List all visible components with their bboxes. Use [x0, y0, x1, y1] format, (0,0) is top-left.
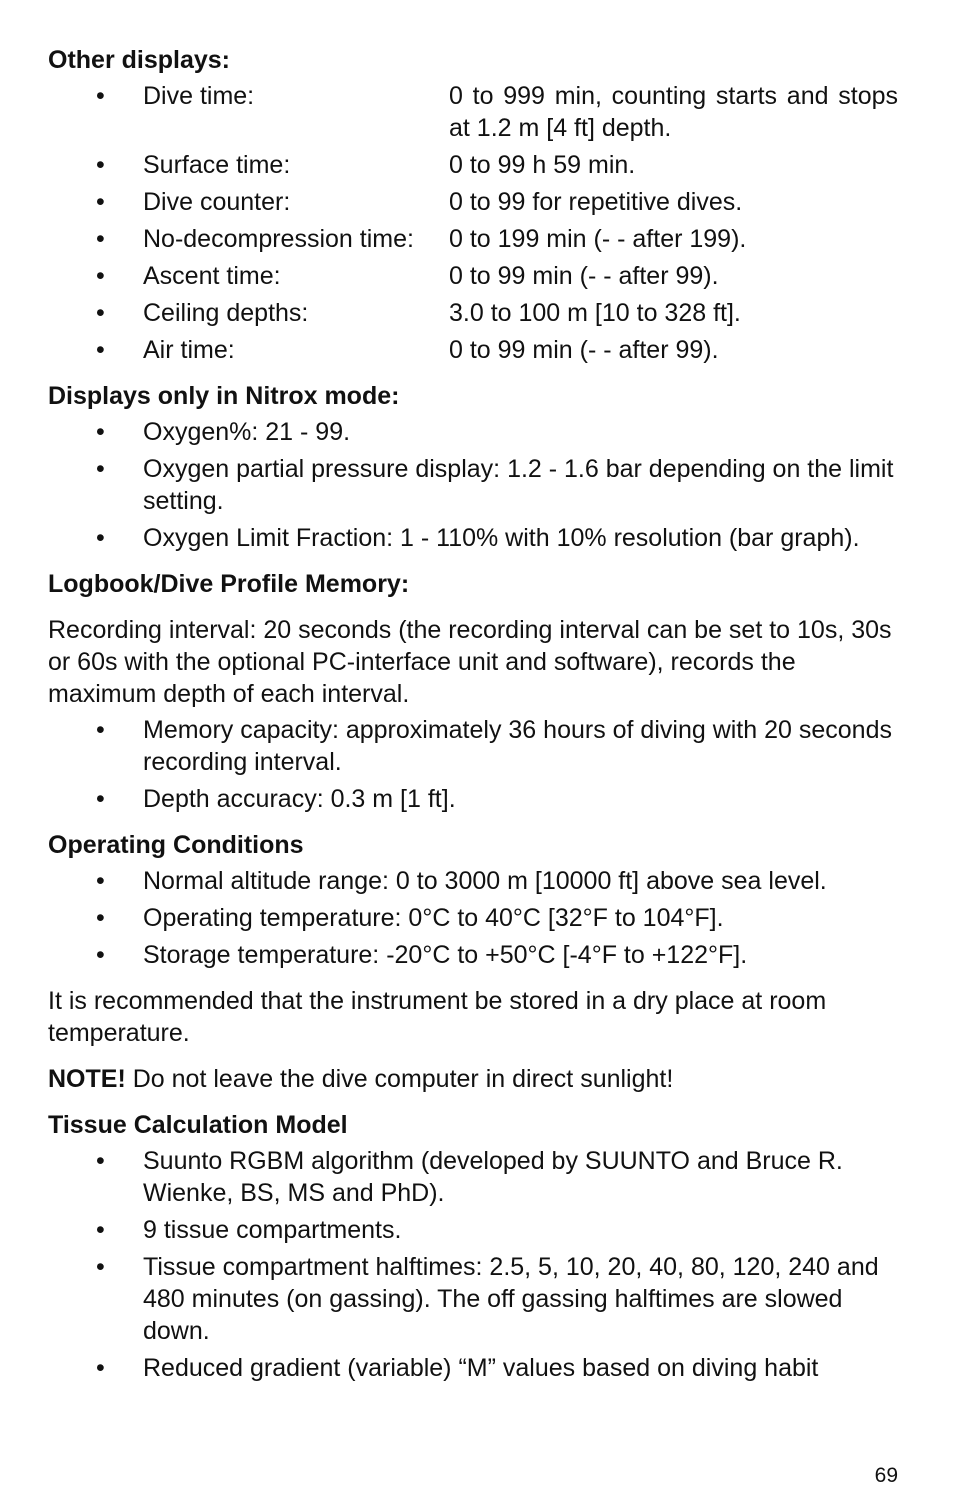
bullet-icon: •	[96, 225, 105, 253]
item-label: Ceiling depths:	[143, 299, 309, 327]
list-item	[48, 1145, 898, 1209]
item-label: No-decompression time:	[143, 225, 414, 253]
note-paragraph	[48, 1063, 898, 1095]
other-displays-list	[48, 80, 898, 366]
item-label: Dive counter:	[143, 188, 291, 216]
item-text: Oxygen%: 21 - 99.	[143, 418, 351, 446]
item-value: 0 to 99 min (- - after 99).	[449, 336, 719, 364]
section-nitrox	[48, 380, 898, 554]
list-item	[48, 186, 898, 218]
operating-list	[48, 865, 898, 971]
section-logbook	[48, 568, 898, 815]
list-item	[48, 939, 898, 971]
list-item	[48, 223, 898, 255]
item-value: 0 to 99 min (- - after 99).	[449, 262, 719, 290]
list-item	[48, 149, 898, 181]
bullet-icon: •	[96, 524, 105, 552]
bullet-icon: •	[96, 418, 105, 446]
bullet-icon: •	[96, 1253, 105, 1281]
bullet-icon: •	[96, 904, 105, 932]
heading-nitrox: Displays only in Nitrox mode:	[48, 382, 400, 410]
heading-tissue-model: Tissue Calculation Model	[48, 1111, 348, 1139]
item-value: 3.0 to 100 m [10 to 328 ft].	[449, 299, 741, 327]
bullet-icon: •	[96, 336, 105, 364]
storage-paragraph: It is recommended that the instrument be stored in a dry place at room temperature.	[48, 987, 827, 1047]
item-label: Dive time:	[143, 82, 255, 110]
bullet-icon: •	[96, 1354, 105, 1382]
item-label: Surface time:	[143, 151, 291, 179]
item-text: 9 tissue compartments.	[143, 1216, 402, 1244]
nitrox-list	[48, 416, 898, 554]
bullet-icon: •	[96, 785, 105, 813]
bullet-icon: •	[96, 455, 105, 483]
document-page	[48, 44, 898, 1398]
note-text: Do not leave the dive computer in direct sunlight!	[125, 1065, 674, 1093]
list-item	[48, 865, 898, 897]
list-item	[48, 1214, 898, 1246]
bullet-icon: •	[96, 262, 105, 290]
bullet-icon: •	[96, 1147, 105, 1175]
logbook-list	[48, 714, 898, 815]
heading-logbook: Logbook/Dive Profile Memory:	[48, 570, 410, 598]
list-item	[48, 522, 898, 554]
item-label: Air time:	[143, 336, 235, 364]
list-item	[48, 80, 898, 144]
item-text: Oxygen Limit Fraction: 1 - 110% with 10% resolution (bar graph).	[143, 524, 860, 552]
list-item	[48, 453, 898, 517]
bullet-icon: •	[96, 299, 105, 327]
item-value: 0 to 199 min (- - after 199).	[449, 225, 747, 253]
item-text: Oxygen partial pressure display: 1.2 - 1.6 bar depending on the limit setting.	[143, 455, 894, 515]
list-item	[48, 416, 898, 448]
page-number: 69	[874, 1464, 898, 1487]
item-text: Depth accuracy: 0.3 m [1 ft].	[143, 785, 456, 813]
bullet-icon: •	[96, 941, 105, 969]
logbook-paragraph: Recording interval: 20 seconds (the recording interval can be set to 10s, 30s or 60s with the optional PC-interface unit and software), records the maximum depth of each interval.	[48, 616, 892, 708]
list-item	[48, 714, 898, 778]
item-text: Memory capacity: approximately 36 hours of diving with 20 seconds recording interval.	[143, 716, 892, 776]
item-text: Operating temperature: 0°C to 40°C [32°F to 104°F].	[143, 904, 724, 932]
bullet-icon: •	[96, 82, 105, 110]
list-item	[48, 902, 898, 934]
item-text: Storage temperature: -20°C to +50°C [-4°F to +122°F].	[143, 941, 748, 969]
item-text: Tissue compartment halftimes: 2.5, 5, 10, 20, 40, 80, 120, 240 and 480 minutes (on gassing). The off gassing halftimes are slowed down.	[143, 1253, 879, 1345]
item-label: Ascent time:	[143, 262, 281, 290]
item-value: 0 to 99 for repetitive dives.	[449, 188, 743, 216]
section-operating-conditions	[48, 829, 898, 1095]
bullet-icon: •	[96, 151, 105, 179]
heading-other-displays: Other displays:	[48, 46, 230, 74]
item-value: 0 to 99 h 59 min.	[449, 151, 636, 179]
section-other-displays	[48, 44, 898, 366]
tissue-list	[48, 1145, 898, 1384]
bullet-icon: •	[96, 867, 105, 895]
bullet-icon: •	[96, 188, 105, 216]
list-item	[48, 1352, 898, 1384]
bullet-icon: •	[96, 1216, 105, 1244]
item-value: 0 to 999 min, counting starts and stops at 1.2 m [4 ft] depth.	[449, 82, 898, 142]
list-item	[48, 783, 898, 815]
list-item	[48, 334, 898, 366]
bullet-icon: •	[96, 716, 105, 744]
item-text: Reduced gradient (variable) “M” values based on diving habit	[143, 1354, 819, 1382]
note-label: NOTE!	[48, 1065, 126, 1093]
section-tissue-model	[48, 1109, 898, 1384]
list-item	[48, 297, 898, 329]
list-item	[48, 260, 898, 292]
item-text: Suunto RGBM algorithm (developed by SUUNTO and Bruce R. Wienke, BS, MS and PhD).	[143, 1147, 843, 1207]
heading-operating-conditions: Operating Conditions	[48, 831, 304, 859]
item-text: Normal altitude range: 0 to 3000 m [10000 ft] above sea level.	[143, 867, 827, 895]
list-item	[48, 1251, 898, 1347]
